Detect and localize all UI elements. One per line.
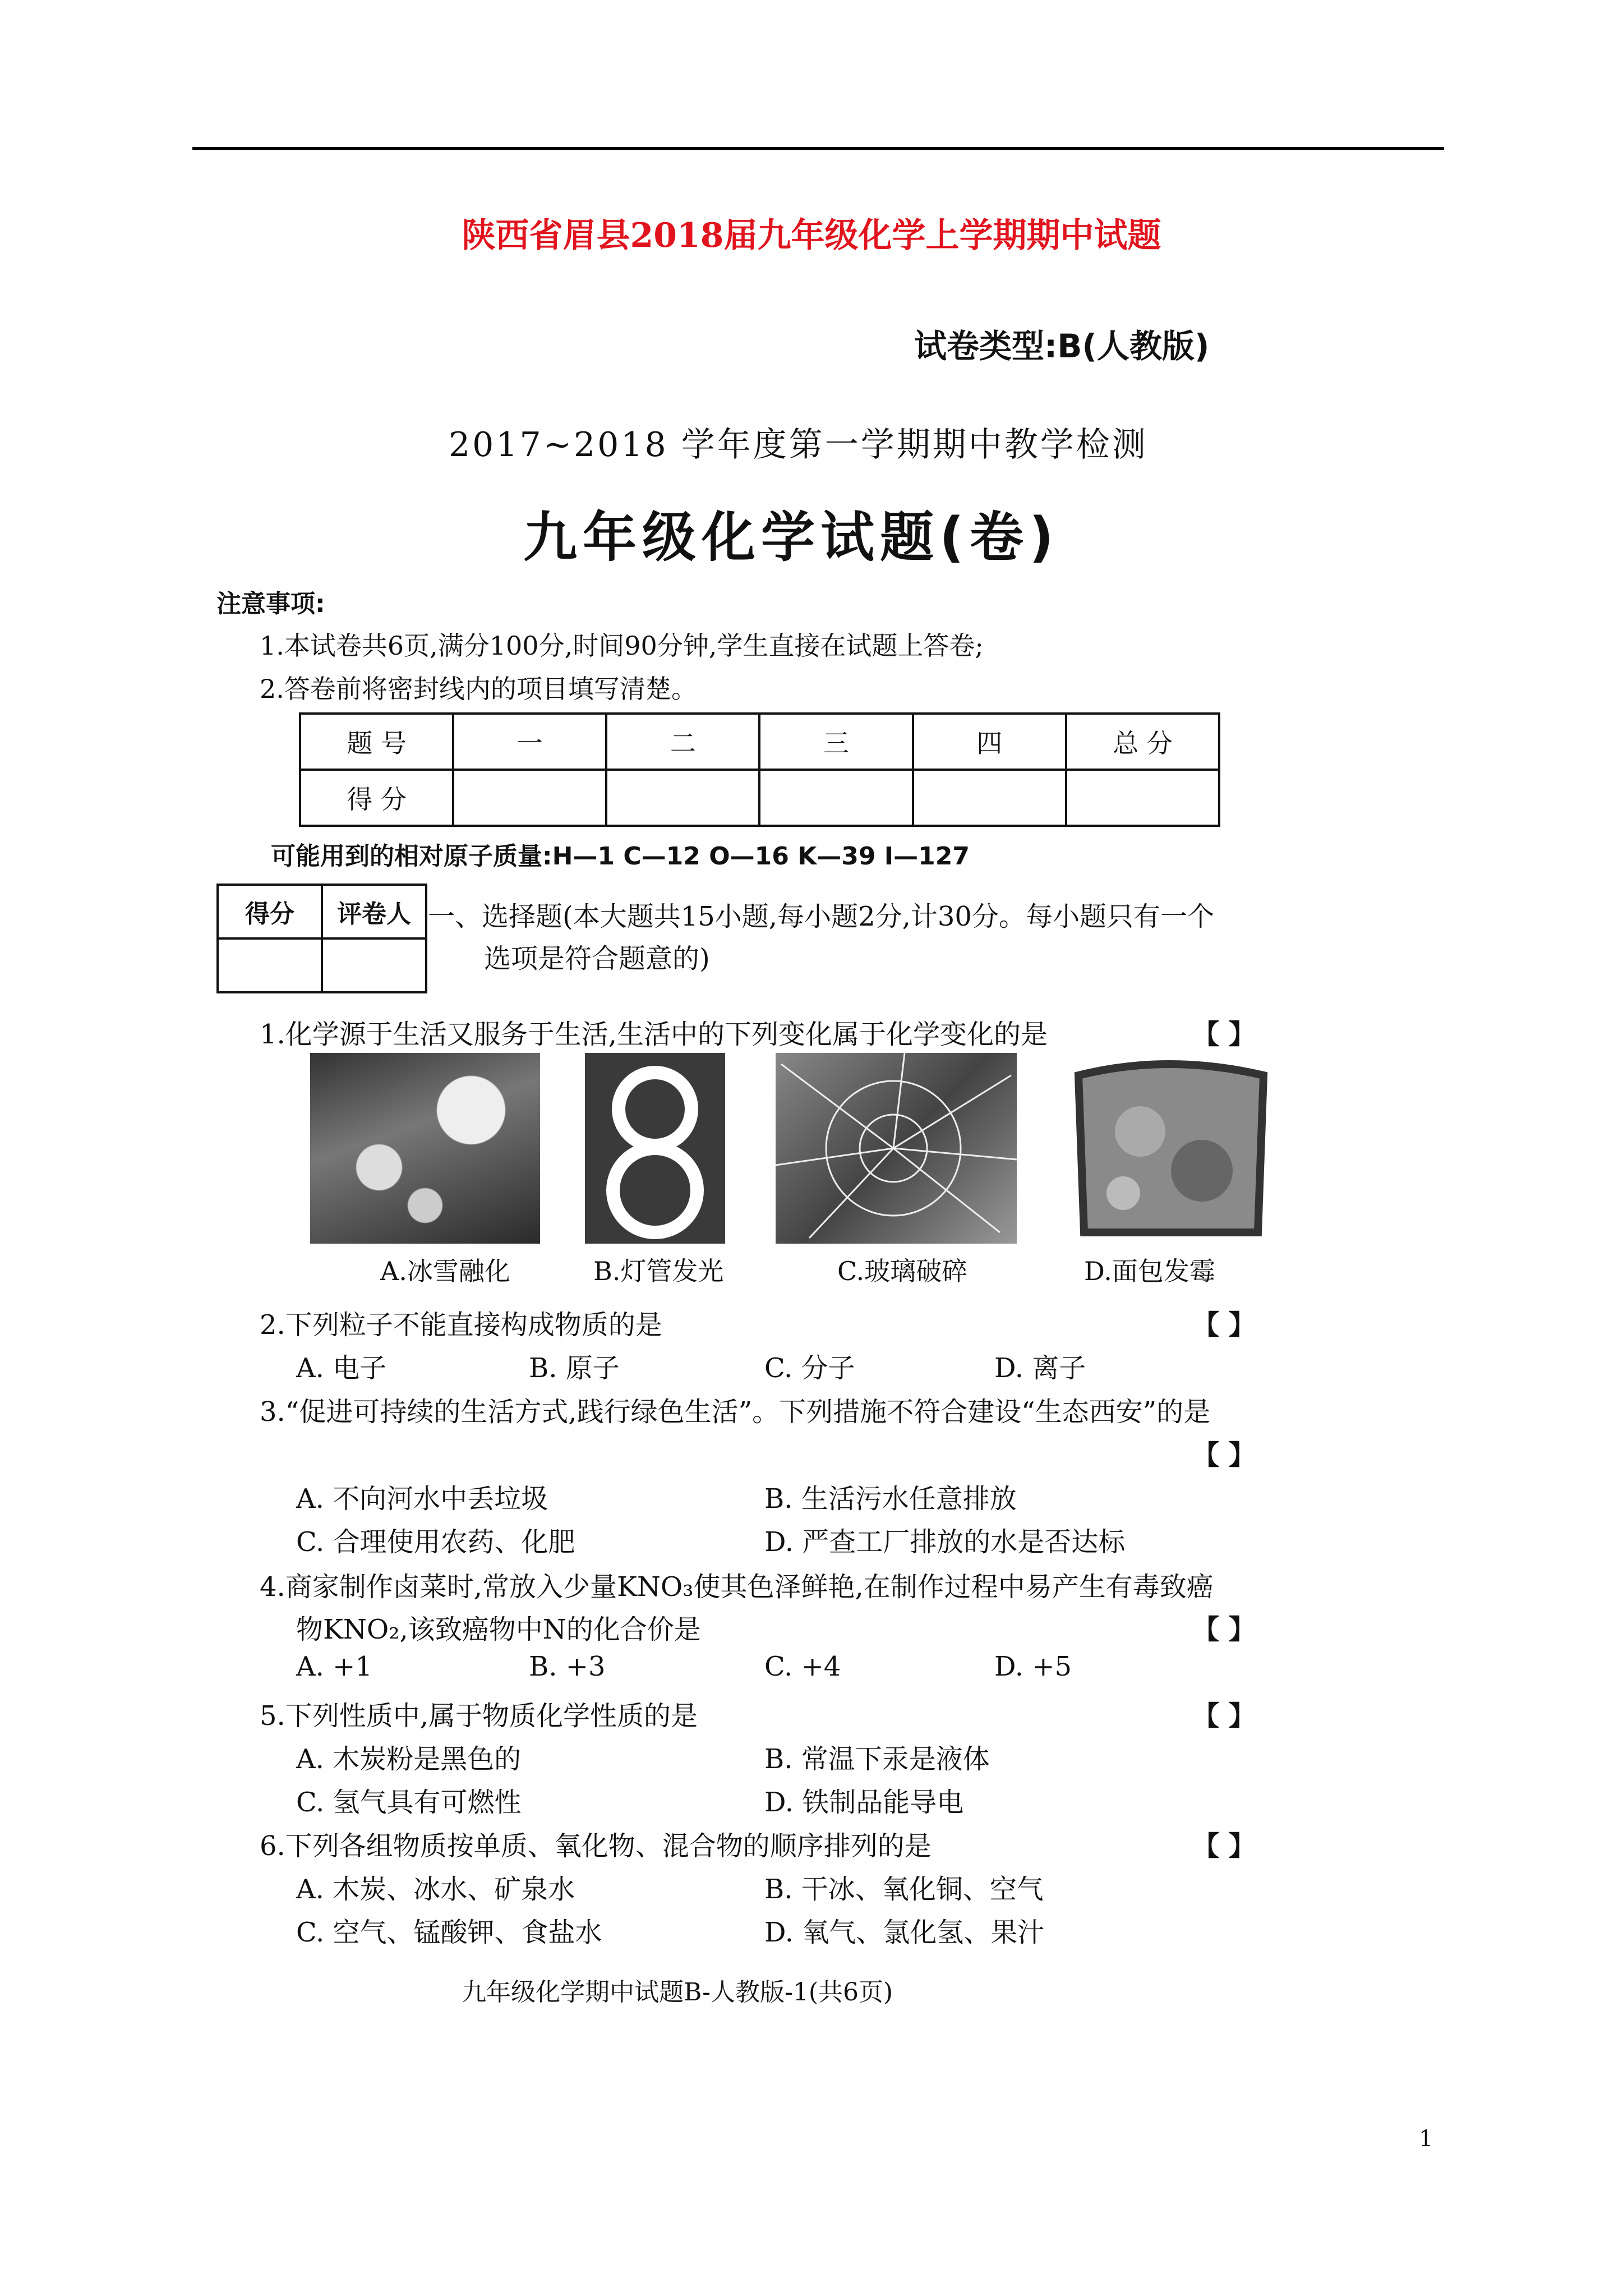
score-cell [1066,770,1219,826]
score-table-header: 总 分 [1066,714,1219,770]
option: C. +4 [764,1651,841,1682]
photo-caption: A.冰雪融化 [380,1256,510,1286]
answer-bracket: 【 】 [1192,1439,1256,1471]
option: C. 分子 [764,1352,855,1384]
notice-heading: 注意事项: [216,590,325,618]
answer-bracket: 【 】 [1192,1700,1256,1732]
option: C. 合理使用农药、化肥 [296,1526,575,1558]
question-2: 2.下列粒子不能直接构成物质的是 [260,1309,662,1341]
option: A. 电子 [296,1352,387,1384]
score-table-header: 题 号 [300,714,453,770]
question-3: 3.“促进可持续的生活方式,践行绿色生活”。下列措施不符合建设“生态西安”的是 [260,1396,1211,1428]
grader-score-label: 得分 [218,885,322,938]
grader-table [216,884,427,993]
option: D. 严查工厂排放的水是否达标 [764,1526,1126,1558]
photo-caption: D.面包发霉 [1084,1256,1215,1286]
photo-caption: B.灯管发光 [593,1256,724,1286]
score-cell [759,770,912,826]
option: D. 氧气、氯化氢、果汁 [764,1917,1045,1948]
score-table [299,712,1220,827]
option: A. 不向河水中丢垃圾 [296,1483,548,1515]
question-4: 4.商家制作卤菜时,常放入少量KNO₃使其色泽鲜艳,在制作过程中易产生有毒致癌 [260,1571,1214,1603]
section-heading-cont: 选项是符合题意的) [484,943,710,974]
option: A. 木炭粉是黑色的 [296,1743,522,1775]
option: A. 木炭、冰水、矿泉水 [296,1874,575,1905]
grader-name-label: 评卷人 [322,885,426,938]
score-table-header: 三 [759,714,912,770]
option: D. 离子 [994,1352,1086,1384]
score-cell [913,770,1066,826]
option: B. 常温下汞是液体 [764,1743,990,1775]
photo-broken-glass [776,1053,1017,1244]
answer-bracket: 【 】 [1192,1019,1256,1050]
option: B. +3 [529,1651,606,1682]
photo-moldy-bread [1056,1053,1286,1244]
document-title: 陕西省眉县2018届九年级化学上学期期中试题 [462,216,1161,255]
option: D. 铁制品能导电 [764,1787,964,1818]
option: C. 空气、锰酸钾、食盐水 [296,1917,602,1948]
photo-lamp-glowing [585,1053,725,1244]
option: C. 氢气具有可燃性 [296,1787,522,1818]
score-cell [606,770,759,826]
question-1: 1.化学源于生活又服务于生活,生活中的下列变化属于化学变化的是 [260,1019,1048,1050]
atomic-mass-line: 可能用到的相对原子质量:H—1 C—12 O—16 K—39 I—127 [271,842,970,871]
question-4-cont: 物KNO₂,该致癌物中N的化合价是 [296,1614,701,1645]
scan-page-footer: 九年级化学期中试题B-人教版-1(共6页) [462,1978,893,2007]
option: A. +1 [296,1651,372,1682]
option: B. 干冰、氧化铜、空气 [764,1874,1044,1905]
photo-ice-melting [310,1053,540,1244]
exam-title: 九年级化学试题(卷) [523,506,1059,569]
option: D. +5 [994,1651,1072,1682]
scanned-exam-page [192,297,1444,2014]
grader-name-cell [322,938,426,992]
exam-subtitle: 2017~2018 学年度第一学期期中教学检测 [449,425,1148,464]
top-rule [192,147,1444,150]
notice-item: 1.本试卷共6页,满分100分,时间90分钟,学生直接在试题上答卷; [260,631,984,661]
score-table-header: 一 [453,714,606,770]
answer-bracket: 【 】 [1192,1830,1256,1862]
option: B. 生活污水任意排放 [764,1483,1017,1515]
score-table-header: 四 [913,714,1066,770]
answer-bracket: 【 】 [1192,1309,1256,1341]
score-table-row-label: 得 分 [300,770,453,826]
exam-type-label: 试卷类型:B(人教版) [914,327,1210,365]
score-table-header: 二 [606,714,759,770]
grader-score-cell [218,938,322,992]
score-cell [453,770,606,826]
option: B. 原子 [529,1352,620,1384]
notice-item: 2.答卷前将密封线内的项目填写清楚。 [260,674,697,704]
photo-caption: C.玻璃破碎 [837,1256,968,1286]
section-heading: 一、选择题(本大题共15小题,每小题2分,计30分。每小题只有一个 [428,901,1214,932]
page-number: 1 [1419,2126,1433,2152]
question-5: 5.下列性质中,属于物质化学性质的是 [260,1700,698,1732]
question-6: 6.下列各组物质按单质、氧化物、混合物的顺序排列的是 [260,1830,932,1862]
answer-bracket: 【 】 [1192,1614,1256,1645]
